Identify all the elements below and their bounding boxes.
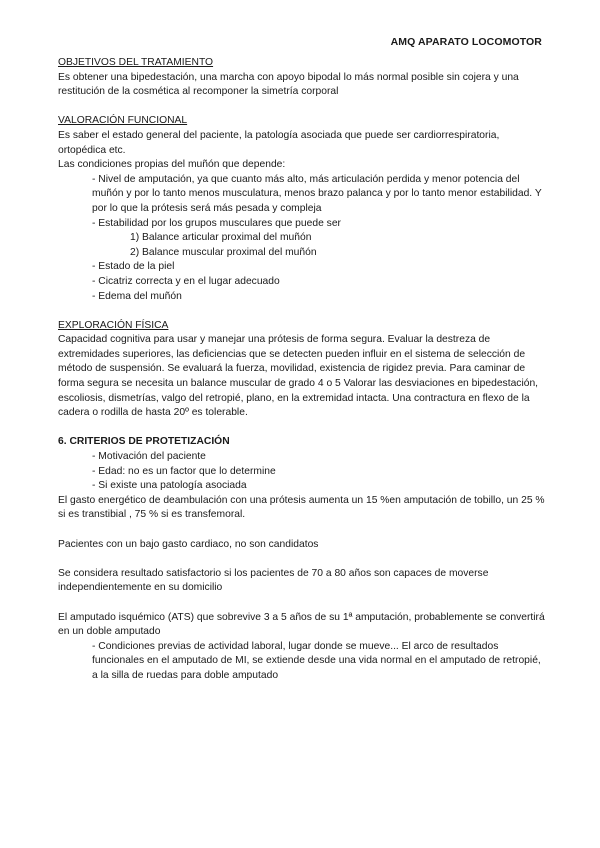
criterios-heading: 6. CRITERIOS DE PROTETIZACIÓN [58,436,230,448]
valoracion-item-piel: - Estado de la piel [92,261,175,273]
document-body [58,56,548,684]
valoracion-intro: Es saber el estado general del paciente, la patología asociada que puede ser cardiorrespiratoria, ortopédica etc. [58,129,500,156]
page-header: AMQ APARATO LOCOMOTOR [390,36,542,48]
valoracion-item-nivel: - Nivel de amputación, ya que cuanto más alto, más articulación perdida y menor potencia del muñón y por lo tanto menos musculatura, menos brazo palanca y por lo tanto menor estabilidad. Y por lo que la prótesis será más pesada y compleja [92,173,542,214]
objetivos-heading: OBJETIVOS DEL TRATAMIENTO [58,57,214,68]
objetivos-text: Es obtener una bipedestación, una marcha con apoyo bipodal lo más normal posible sin cojera y una restitución de la cosmética al recomponer la simetría corporal [58,71,519,98]
criterios-resultado: Se considera resultado satisfactorio si los pacientes de 70 a 80 años son capaces de moverse independientemente en su domicilio [58,567,489,594]
criterios-item-patologia: - Si existe una patología asociada [92,480,247,492]
criterios-item-motivacion: - Motivación del paciente [92,451,206,463]
valoracion-subitem-muscular: 2) Balance muscular proximal del muñón [130,246,317,258]
valoracion-item-edema: - Edema del muñón [92,290,182,302]
valoracion-conditions: Las condiciones propias del muñón que depende: [58,159,286,171]
criterios-gasto: El gasto energético de deambulación con una prótesis aumenta un 15 %en amputación de tobillo, un 25 % si es transtibial , 75 % si es transfemoral. [58,494,545,521]
criterios-cardiaco: Pacientes con un bajo gasto cardiaco, no son candidatos [58,538,319,550]
criterios-isquemico: El amputado isquémico (ATS) que sobrevive 3 a 5 años de su 1ª amputación, probablemente se convertirá en un doble amputado [58,611,545,638]
exploracion-heading: EXPLORACIÓN FÍSICA [58,319,169,331]
valoracion-item-cicatriz: - Cicatriz correcta y en el lugar adecuado [92,275,280,287]
valoracion-heading: VALORACIÓN FUNCIONAL [58,115,188,127]
criterios-condiciones: - Condiciones previas de actividad laboral, lugar donde se mueve... El arco de resultados funcionales en el amputado de MI, se extiende desde una vida normal en el amputado de retropié, a la silla de ruedas para doble amputado [92,640,541,681]
valoracion-subitem-articular: 1) Balance articular proximal del muñón [130,232,312,244]
valoracion-item-estabilidad: - Estabilidad por los grupos musculares que puede ser [92,217,341,229]
exploracion-text: Capacidad cognitiva para usar y manejar una prótesis de forma segura. Evaluar la destreza de extremidades superiores, las deficiencias que se detecten pueden influir en el sistema de selección de método de suspensión. Se evaluará la fuerza, movilidad, existencia de rigidez previa. Para caminar de forma segura se necesita un balance muscular de grado 4 o 5 Valorar las desviaciones en bipedestación, escoliosis, dismetrías, valgo del retropié, plano, en la extremidad intacta. Una contractura en flexo de la cadera o rodilla de hasta 20º es tolerable. [58,334,539,419]
criterios-item-edad: - Edad: no es un factor que lo determine [92,465,276,477]
